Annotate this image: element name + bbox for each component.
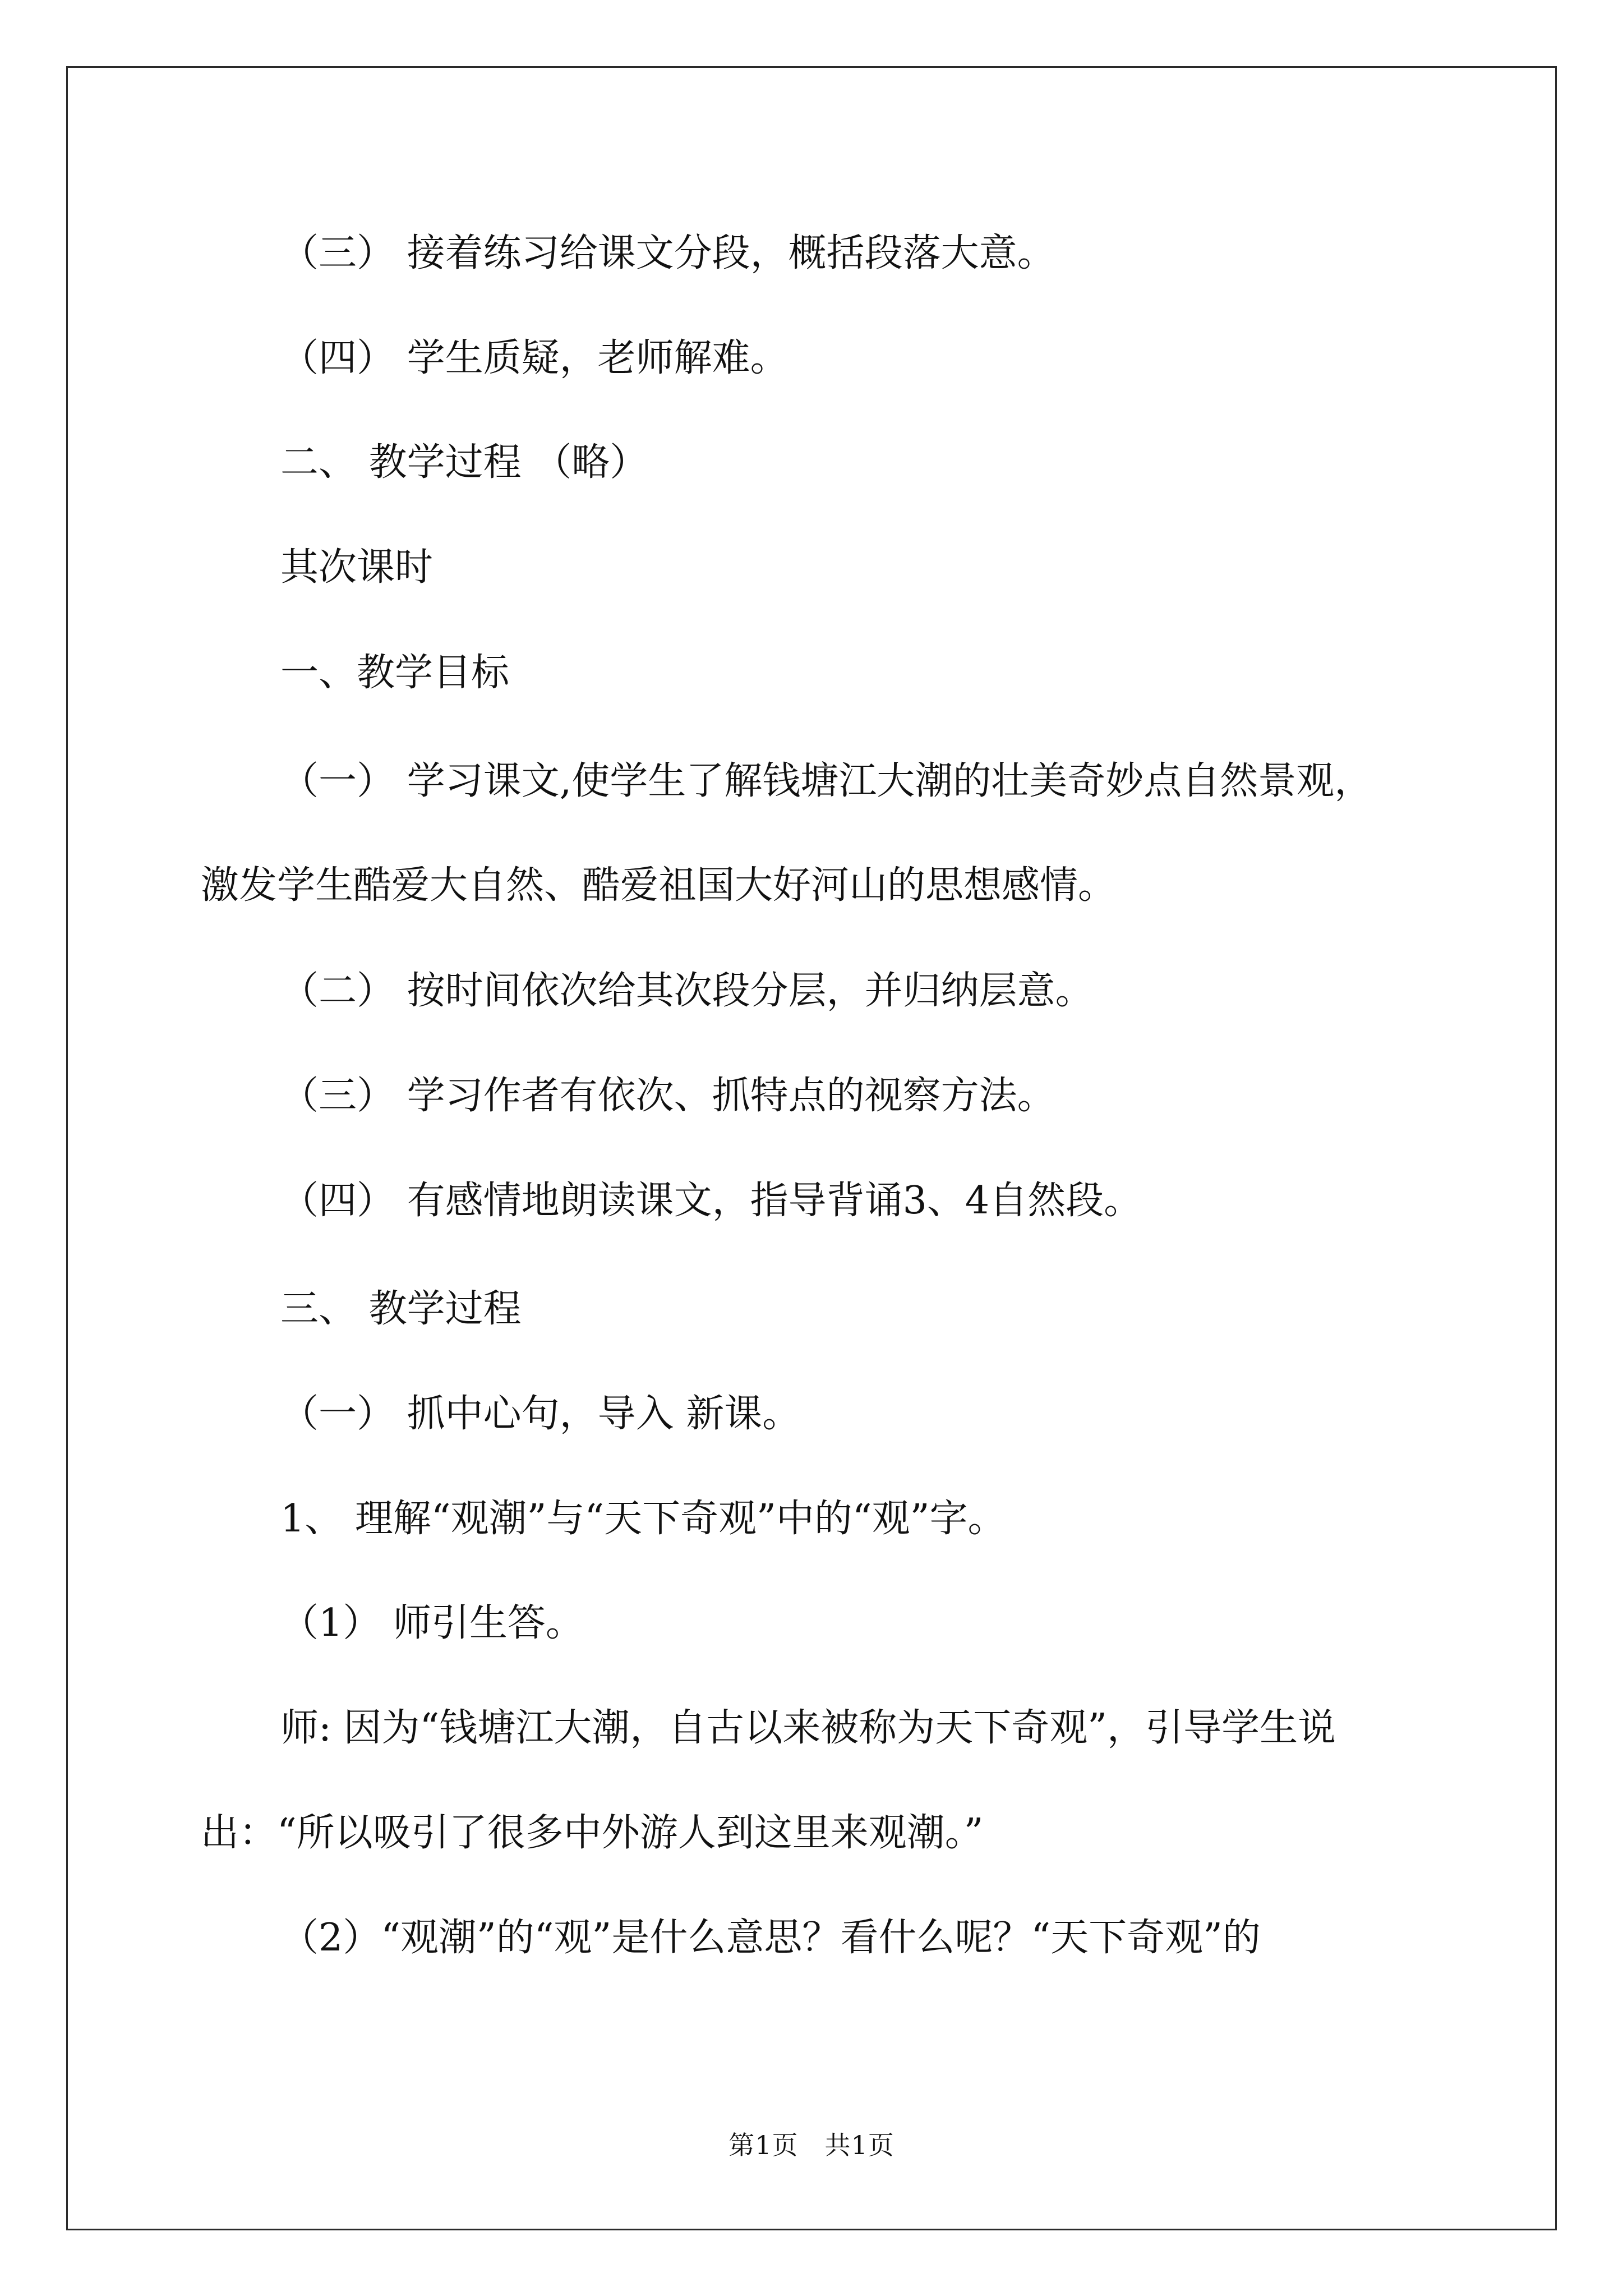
text-line: 师: 因为“钱塘江大潮，自古以来被称为天下奇观”，引导学生说 <box>280 1706 1336 1750</box>
text-line: （一） 抓中心句，导入 新课。 <box>280 1392 801 1436</box>
lesson-heading: 其次课时 <box>280 545 434 590</box>
text-line: （2）“观潮”的“观”是什么意思？看什么呢？“天下奇观”的 <box>280 1916 1261 1960</box>
section-heading: 二、 教学过程 （略） <box>280 440 648 485</box>
text-line: （四） 有感情地朗读课文，指导背诵3、4自然段。 <box>280 1179 1142 1223</box>
text-line: （1） 师引生答。 <box>280 1601 584 1645</box>
text-line: （三） 接着练习给课文分段，概括段落大意。 <box>280 231 1055 275</box>
text-line: （二） 按时间依次给其次段分层，并归纳层意。 <box>280 969 1094 1013</box>
section-heading: 三、 教学过程 <box>280 1287 522 1331</box>
section-heading: 一、教学目标 <box>280 651 510 695</box>
text-line: （一） 学习课文,使学生了解钱塘江大潮的壮美奇妙点自然景观， <box>280 759 1373 803</box>
text-line: （四） 学生质疑，老师解难。 <box>280 336 789 380</box>
text-line: 激发学生酷爱大自然、酷爱祖国大好河山的思想感情。 <box>201 863 1117 908</box>
text-line: 1、 理解“观潮”与“天下奇观”中的“观”字。 <box>280 1497 1006 1541</box>
page-border <box>66 66 1557 2230</box>
text-line: （三） 学习作者有依次、抓特点的视察方法。 <box>280 1074 1055 1118</box>
text-line: 出：“所以吸引了很多中外游人到这里来观潮。” <box>201 1811 984 1855</box>
page-footer: 第1页 共1页 <box>728 2130 895 2160</box>
